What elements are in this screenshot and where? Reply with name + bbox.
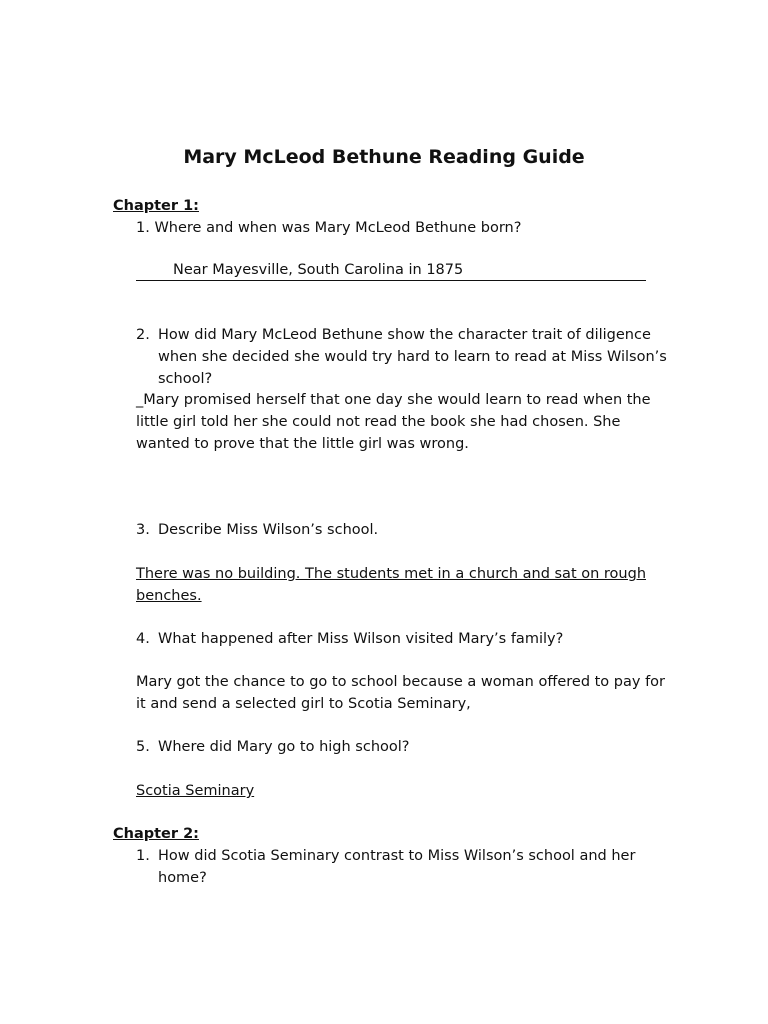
q2-answer-line-1: _Mary promised herself that one day she would learn to read when the [136, 392, 651, 408]
q3-question: Describe Miss Wilson’s school. [158, 522, 379, 538]
q4-question: What happened after Miss Wilson visited Mary’s family? [158, 631, 564, 647]
q3-answer-line-1: There was no building. The students met in a church and sat on rough [136, 566, 647, 582]
q2-number: 2. [136, 327, 150, 343]
q3-number: 3. [136, 522, 150, 538]
q1-question: 1. Where and when was Mary McLeod Bethune born? [136, 220, 522, 236]
q4-answer-line-2: it and send a selected girl to Scotia Seminary, [136, 696, 471, 712]
q2-question-line-3: school? [158, 371, 213, 387]
q1-answer: Near Mayesville, South Carolina in 1875 [173, 262, 464, 278]
q4-answer-line-1: Mary got the chance to go to school because a woman offered to pay for [136, 674, 666, 690]
ch2-q1-question-line-1: How did Scotia Seminary contrast to Miss Wilson’s school and her [158, 848, 636, 864]
q4-number: 4. [136, 631, 150, 647]
q2-answer-line-2: little girl told her she could not read the book she had chosen. She [136, 414, 621, 430]
ch2-q1-question-line-2: home? [158, 870, 207, 886]
chapter-1-heading: Chapter 1: [113, 198, 199, 214]
q2-question-line-1: How did Mary McLeod Bethune show the character trait of diligence [158, 327, 651, 343]
q3-answer-line-2: benches. [136, 588, 202, 604]
q1-answer-line [136, 260, 646, 281]
q2-answer-line-3: wanted to prove that the little girl was wrong. [136, 436, 469, 452]
q5-number: 5. [136, 739, 150, 755]
q5-question: Where did Mary go to high school? [158, 739, 410, 755]
q2-question-line-2: when she decided she would try hard to learn to read at Miss Wilson’s [158, 349, 667, 365]
chapter-2-heading: Chapter 2: [113, 826, 199, 842]
q5-answer: Scotia Seminary [136, 783, 255, 799]
ch2-q1-number: 1. [136, 848, 150, 864]
document-title: Mary McLeod Bethune Reading Guide [183, 146, 585, 168]
